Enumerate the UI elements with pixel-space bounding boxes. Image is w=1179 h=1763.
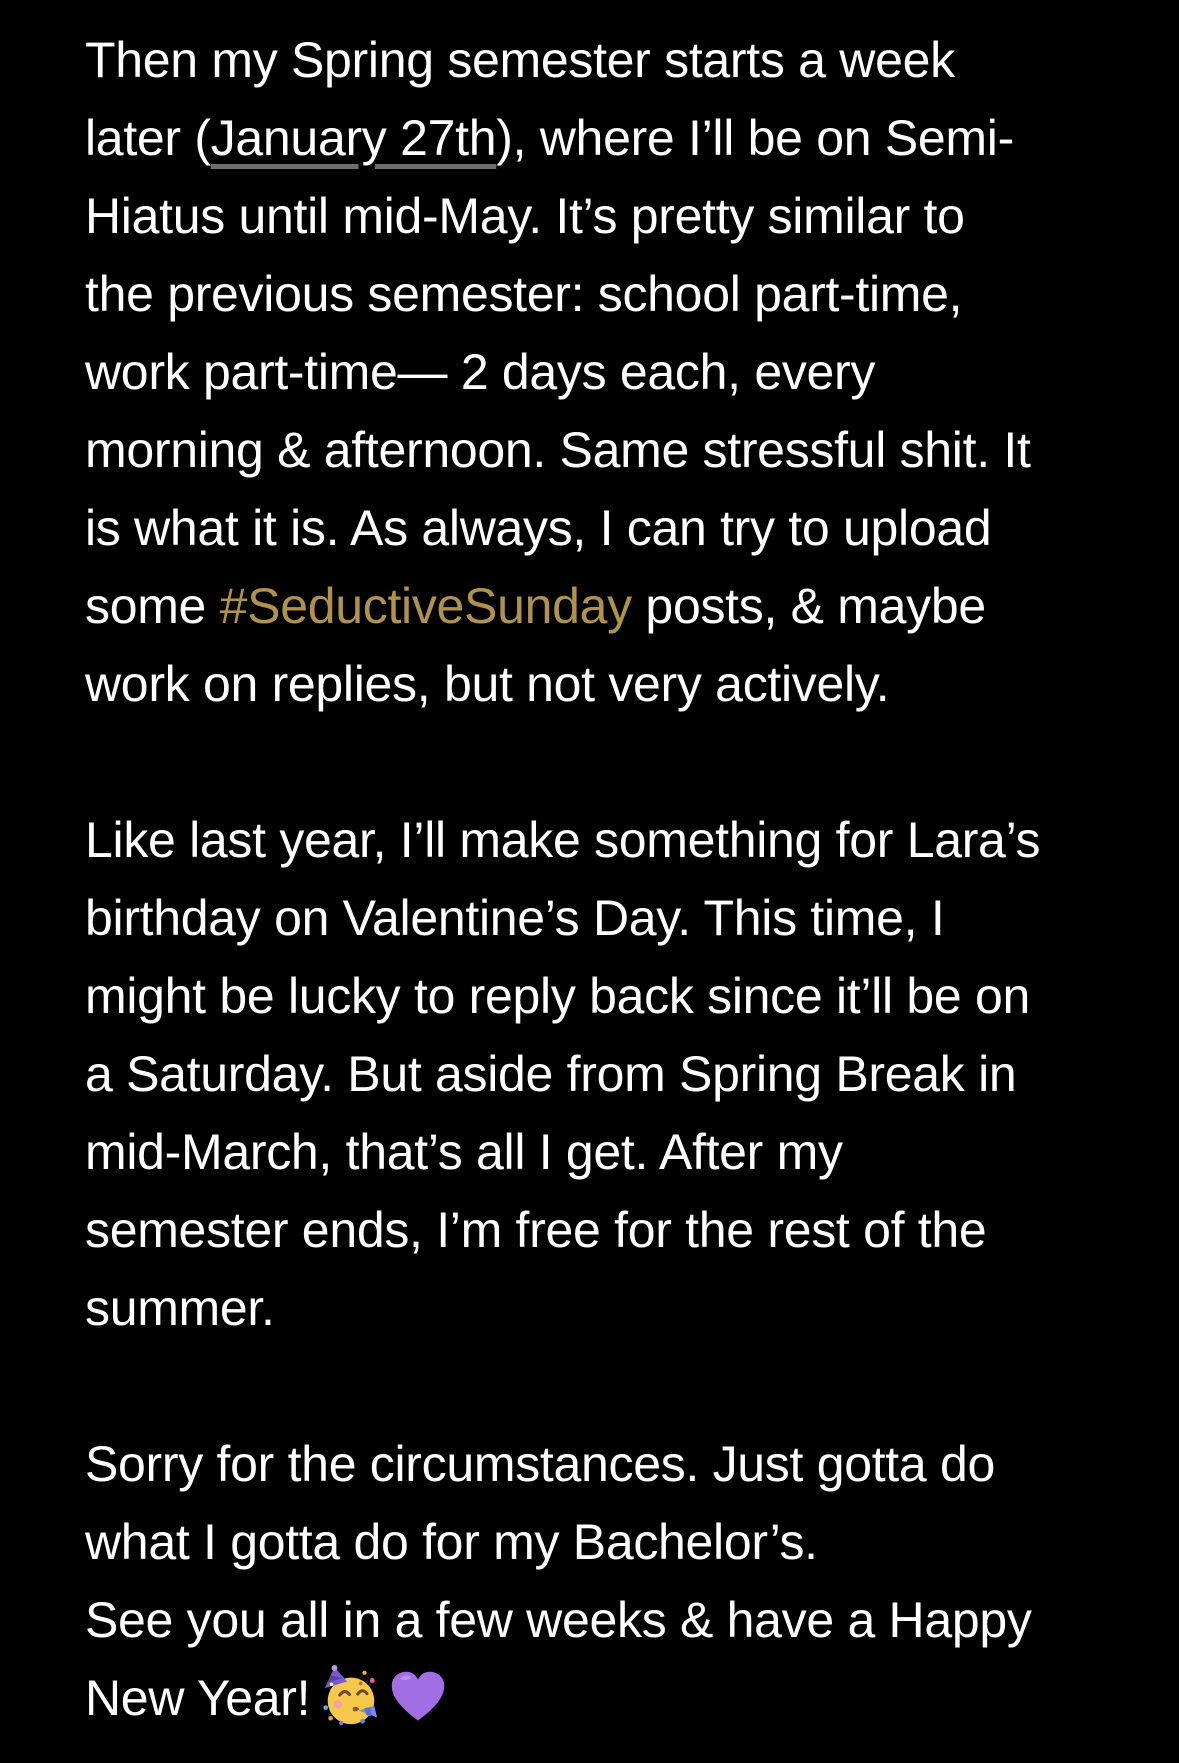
- post-text: is what it is. As always, I can try to upload: [85, 500, 992, 556]
- post-text: later (: [85, 110, 211, 166]
- post-line: [85, 645, 1159, 723]
- paragraph-1: [85, 21, 1159, 723]
- post-line: [85, 333, 1159, 411]
- post-text: posts, & maybe: [631, 578, 986, 634]
- post-text: a Saturday. But aside from Spring Break in: [85, 1046, 1017, 1102]
- post-text: ), where I’ll be on Semi-: [496, 110, 1014, 166]
- partying-face-emoji: [318, 1665, 380, 1749]
- post-text: Then my Spring semester starts a week: [85, 32, 955, 88]
- post-text: Hiatus until mid-May. It’s pretty similar to: [85, 188, 965, 244]
- post-text: the previous semester: school part-time,: [85, 266, 963, 322]
- post-line: [85, 489, 1159, 567]
- date-link[interactable]: January 27th: [210, 110, 497, 166]
- post-text: summer.: [85, 1280, 275, 1336]
- post-text: work part-time— 2 days each, every: [85, 344, 876, 400]
- paragraph-3: [85, 1425, 1159, 1737]
- post-line: [85, 1113, 1159, 1191]
- post-line: [85, 255, 1159, 333]
- post-line: [85, 1581, 1159, 1659]
- post-line: [85, 879, 1159, 957]
- post-text: might be lucky to reply back since it’ll be on: [85, 968, 1030, 1024]
- post-line: [85, 801, 1159, 879]
- post-text: work on replies, but not very actively.: [85, 656, 890, 712]
- hashtag-link[interactable]: #SeductiveSunday: [219, 578, 632, 634]
- post-line: [85, 21, 1159, 99]
- post-line: [85, 411, 1159, 489]
- post-line: [85, 177, 1159, 255]
- post-line: [85, 1659, 1159, 1737]
- post-text: Like last year, I’ll make something for Lara’s: [85, 812, 1041, 868]
- post-text: New Year!: [85, 1670, 311, 1726]
- post-text: mid-March, that’s all I get. After my: [85, 1124, 843, 1180]
- post-text: birthday on Valentine’s Day. This time, I: [85, 890, 945, 946]
- post-line: [85, 1269, 1159, 1347]
- paragraph-2: [85, 801, 1159, 1347]
- post-text: some: [85, 578, 220, 634]
- post-text: See you all in a few weeks & have a Happy: [85, 1592, 1032, 1648]
- post-line: [85, 1191, 1159, 1269]
- post-text: morning & afternoon. Same stressful shit. It: [85, 422, 1031, 478]
- purple-heart-emoji: [388, 1667, 448, 1749]
- post-line: [85, 957, 1159, 1035]
- post-line: [85, 567, 1159, 645]
- post-text: what I gotta do for my Bachelor’s.: [85, 1514, 818, 1570]
- post-line: [85, 1035, 1159, 1113]
- post-text: semester ends, I’m free for the rest of the: [85, 1202, 987, 1258]
- post-line: [85, 1425, 1159, 1503]
- post-text: Sorry for the circumstances. Just gotta do: [85, 1436, 996, 1492]
- post-line: [85, 1503, 1159, 1581]
- post-line: [85, 99, 1159, 177]
